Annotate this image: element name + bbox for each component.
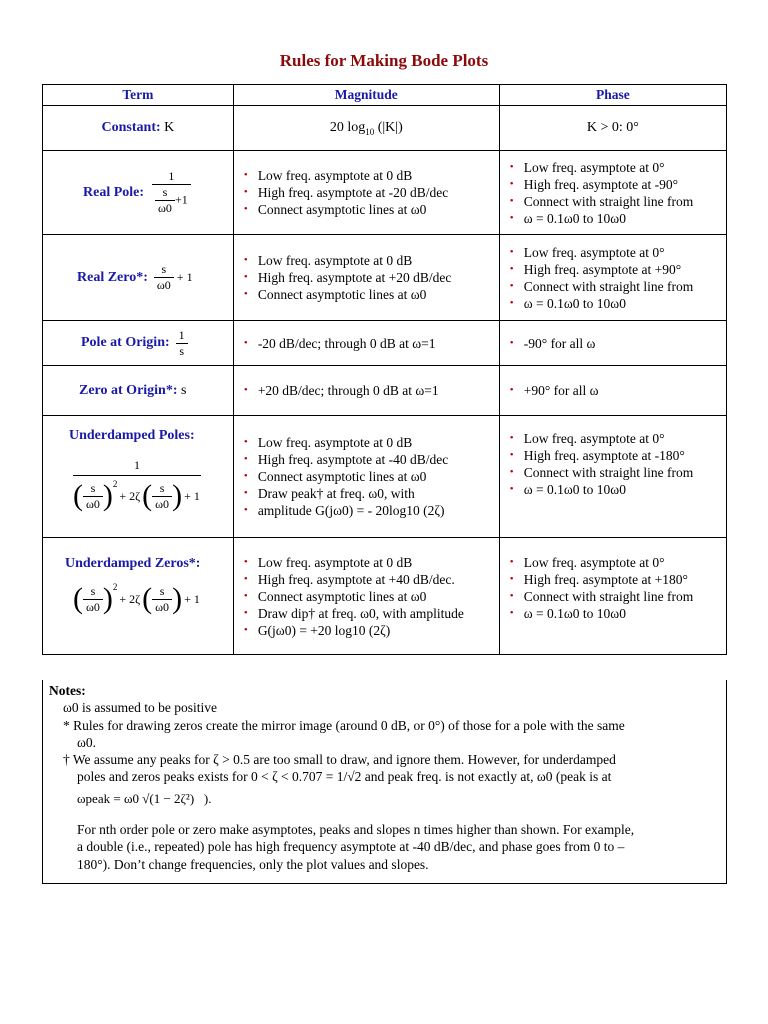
mag-zero-origin [233, 366, 499, 416]
phase-text: K > 0: 0° [586, 120, 639, 135]
row-underdamped-zeros [43, 538, 727, 655]
list-item-cont: • ω = 0.1ω0 to 10ω0 [510, 210, 726, 227]
term-underdamped-poles [43, 416, 234, 538]
row-real-zero [43, 235, 727, 321]
note-2-cont: ω0. [77, 734, 97, 750]
term-pole-origin [43, 321, 234, 366]
term-label: Constant: [101, 120, 161, 135]
term-zero-origin [43, 366, 234, 416]
list-item-cont: • ω = 0.1ω0 to 10ω0 [510, 481, 726, 498]
term-label: Real Pole: [83, 184, 145, 200]
term-underdamped-zeros [43, 538, 234, 655]
term-constant [43, 106, 234, 151]
phase-zero-origin [499, 366, 726, 416]
note-4-cont: a double (i.e., repeated) pole has high frequency asymptote at -40 dB/dec, and phase goes from 0 to – [77, 839, 625, 855]
list-item: • Low freq. asymptote at 0 dB [244, 252, 499, 269]
note-3-cont: poles and zeros peaks exists for 0 < ζ < 0.707 = 1/√2 and peak freq. is not exactly at, ω0 (peak is at [77, 769, 612, 785]
list-item: • Connect asymptotic lines at ω0 [244, 588, 499, 605]
list-item: • Connect with straight line from [510, 588, 726, 605]
underdamped-poles-expr: 1 ( $\frac{s}{\omega 0}$ ) $^2$ + 2ζ ( $\frac{s}{\omega 0}$ ) + 1 [73, 458, 200, 512]
note-4: For nth order pole or zero make asymptotes, peaks and slopes n times higher than shown. For example, [77, 822, 635, 838]
header-row [43, 85, 727, 106]
list-item: • High freq. asymptote at -180° [510, 447, 726, 464]
list-item: • +90° for all ω [510, 382, 726, 399]
mag-underdamped-poles [233, 416, 499, 538]
list-item: • High freq. asymptote at -40 dB/dec [244, 451, 499, 468]
term-label: Underdamped Poles: [69, 428, 195, 443]
list-item: • Connect with straight line from [510, 278, 726, 295]
row-real-pole [43, 151, 727, 235]
phase-underdamped-zeros [499, 538, 726, 655]
list-item-cont: • G(jω0) = +20 log10 (2ζ) [244, 622, 499, 639]
list-item: • Draw peak† at freq. ω0, with [244, 485, 499, 502]
mag-underdamped-zeros [233, 538, 499, 655]
list-item: • -20 dB/dec; through 0 dB at ω=1 [244, 335, 499, 352]
mag-constant [233, 106, 499, 151]
list-item: • Low freq. asymptote at 0° [510, 244, 726, 261]
list-item: • Low freq. asymptote at 0° [510, 430, 726, 447]
underdamped-zeros-expr: ( $\frac{s}{\omega 0}$ ) $^2$ + 2ζ ( $\frac{s}{\omega 0}$ ) + 1 [73, 582, 200, 615]
list-item-cont: • ω = 0.1ω0 to 10ω0 [510, 295, 726, 312]
list-item: • Connect with straight line from [510, 464, 726, 481]
real-pole-fraction: 1 $\frac{s}{\omega 0}$ +1 [152, 169, 191, 216]
mag-text: 20 $\log_{10} (|K|)$ [329, 119, 403, 137]
phase-pole-origin [499, 321, 726, 366]
row-zero-origin [43, 366, 727, 416]
note-2: * Rules for drawing zeros create the mirror image (around 0 dB, or 0°) of those for a pole with the same [63, 717, 625, 733]
list-item-cont: • amplitude G(jω0) = - 20log10 (2ζ) [244, 502, 499, 519]
list-item: • -90° for all ω [510, 335, 726, 352]
mag-pole-origin [233, 321, 499, 366]
term-label: Real Zero*: [77, 269, 148, 285]
list-item: • High freq. asymptote at +40 dB/dec. [244, 571, 499, 588]
peak-formula: ωpeak = ω0 √(1 − 2ζ²) ). [77, 790, 212, 806]
list-item-cont: • ω = 0.1ω0 to 10ω0 [510, 605, 726, 622]
term-expr: K [164, 120, 175, 135]
term-label: Zero at Origin*: [79, 382, 178, 398]
list-item: • Low freq. asymptote at 0° [510, 554, 726, 571]
phase-real-pole [499, 151, 726, 235]
list-item: • Low freq. asymptote at 0 dB [244, 167, 499, 184]
header-term: Term [43, 85, 234, 106]
note-1: ω0 is assumed to be positive [63, 700, 217, 716]
note-4-cont2: 180°). Don’t change frequencies, only the plot values and slopes. [77, 856, 429, 872]
list-item: • Low freq. asymptote at 0 dB [244, 434, 499, 451]
term-expr: s [181, 382, 187, 398]
list-item: • Connect asymptotic lines at ω0 [244, 286, 499, 303]
term-label: Pole at Origin: [81, 335, 170, 350]
mag-real-zero [233, 235, 499, 321]
term-real-zero: Real Zero*: $\frac{s}{\omega 0}$ + 1 [43, 235, 234, 321]
header-phase: Phase [499, 85, 726, 106]
list-item: • High freq. asymptote at +180° [510, 571, 726, 588]
list-item: • Low freq. asymptote at 0 dB [244, 554, 499, 571]
real-zero-fraction: $\frac{s}{\omega 0}$ [154, 262, 174, 293]
phase-underdamped-poles [499, 416, 726, 538]
row-underdamped-poles [43, 416, 727, 538]
notes-heading: Notes: [49, 683, 86, 698]
notes-section [42, 680, 727, 884]
row-constant [43, 106, 727, 151]
phase-real-zero [499, 235, 726, 321]
term-label: Underdamped Zeros*: [65, 556, 201, 571]
bode-rules-table [42, 84, 727, 655]
mag-real-pole [233, 151, 499, 235]
list-item: • High freq. asymptote at -20 dB/dec [244, 184, 499, 201]
list-item: • High freq. asymptote at +90° [510, 261, 726, 278]
list-item: • High freq. asymptote at -90° [510, 176, 726, 193]
list-item: • Connect asymptotic lines at ω0 [244, 201, 499, 218]
term-real-pole [43, 151, 234, 235]
list-item: • +20 dB/dec; through 0 dB at ω=1 [244, 382, 499, 399]
list-item: • Draw dip† at freq. ω0, with amplitude [244, 605, 499, 622]
pole-origin-fraction: $\frac{1}{s}$ [176, 328, 188, 359]
header-magnitude: Magnitude [233, 85, 499, 106]
row-pole-origin [43, 321, 727, 366]
phase-constant [499, 106, 726, 151]
list-item: • Low freq. asymptote at 0° [510, 159, 726, 176]
list-item: • Connect with straight line from [510, 193, 726, 210]
page-title: Rules for Making Bode Plots [279, 51, 489, 70]
note-3: † We assume any peaks for ζ > 0.5 are too small to draw, and ignore them. However, for underdamped [63, 752, 616, 768]
list-item: • High freq. asymptote at +20 dB/dec [244, 269, 499, 286]
list-item: • Connect asymptotic lines at ω0 [244, 468, 499, 485]
